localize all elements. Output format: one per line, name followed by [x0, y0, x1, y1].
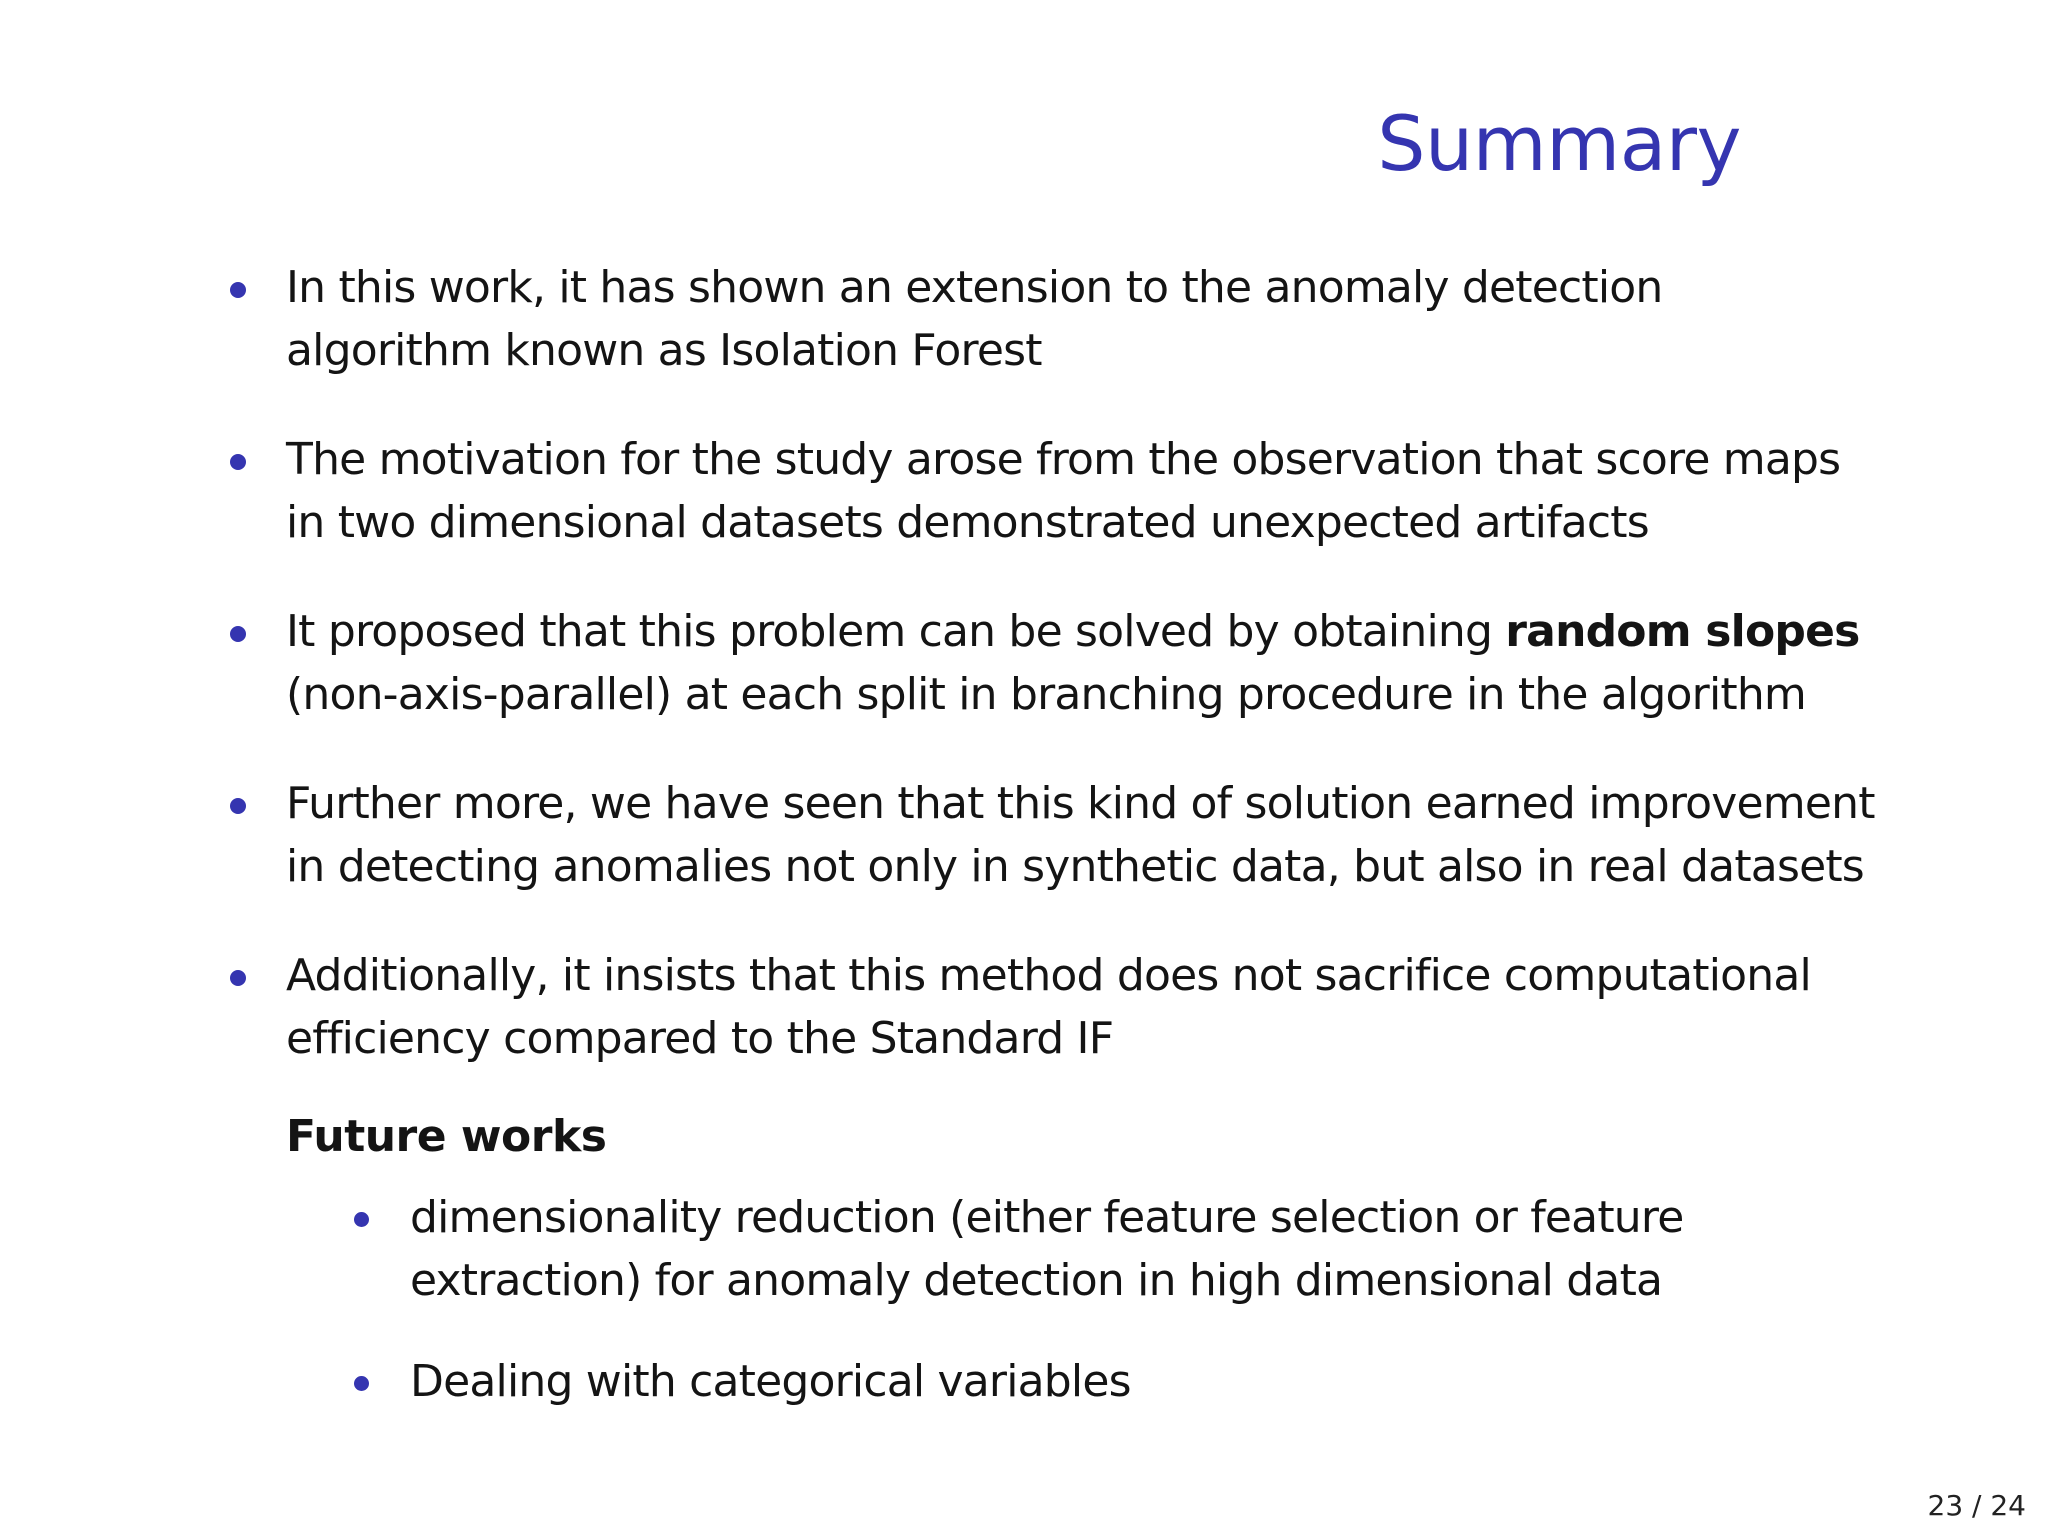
- bullet-item: [228, 256, 1928, 382]
- bullet-text-line: in detecting anomalies not only in synthetic data, but also in real datasets: [286, 841, 1864, 892]
- bullet-dot-icon: [230, 626, 246, 642]
- bullet-text-line: in two dimensional datasets demonstrated unexpected artifacts: [286, 497, 1649, 548]
- bullet-dot-icon: [230, 282, 246, 298]
- bullet-text-line: The motivation for the study arose from the observation that score maps: [286, 434, 1841, 485]
- future-item-text-line: Dealing with categorical variables: [410, 1356, 1131, 1407]
- bullet-item: [228, 600, 1928, 726]
- bullet-text-prefix: It proposed that this problem can be solved by obtaining: [286, 606, 1506, 657]
- bullet-dot-icon: [230, 798, 246, 814]
- bullet-dot-icon: [230, 454, 246, 470]
- bullet-text-line: algorithm known as Isolation Forest: [286, 325, 1042, 376]
- bullet-text-line: Further more, we have seen that this kind of solution earned improvement: [286, 778, 1875, 829]
- bullet-item: [228, 428, 1928, 554]
- future-item-text-line: extraction) for anomaly detection in high dimensional data: [410, 1255, 1663, 1306]
- bullet-dot-icon: [230, 970, 246, 986]
- future-item: [352, 1350, 1952, 1413]
- bullet-item: [228, 944, 1928, 1070]
- future-works-heading: Future works: [286, 1111, 607, 1162]
- future-item: [352, 1186, 1952, 1312]
- summary-bullet-list: [228, 256, 1928, 1116]
- bullet-text-line: In this work, it has shown an extension to the anomaly detection: [286, 262, 1663, 313]
- future-works-list: [352, 1186, 1952, 1451]
- page-number: 23 / 24: [1927, 1489, 2026, 1522]
- future-item-text-line: dimensionality reduction (either feature selection or feature: [410, 1192, 1684, 1243]
- emphasis-random-slopes: random slopes: [1505, 606, 1860, 657]
- bullet-text-line: efficiency compared to the Standard IF: [286, 1013, 1114, 1064]
- slide-title: Summary: [1377, 99, 1741, 188]
- bullet-item: [228, 772, 1928, 898]
- bullet-dot-icon: [354, 1376, 369, 1391]
- bullet-text-line: [286, 600, 1928, 663]
- bullet-text-line: Additionally, it insists that this method does not sacrifice computational: [286, 950, 1811, 1001]
- bullet-dot-icon: [354, 1212, 369, 1227]
- bullet-text-line: (non-axis-parallel) at each split in branching procedure in the algorithm: [286, 669, 1806, 720]
